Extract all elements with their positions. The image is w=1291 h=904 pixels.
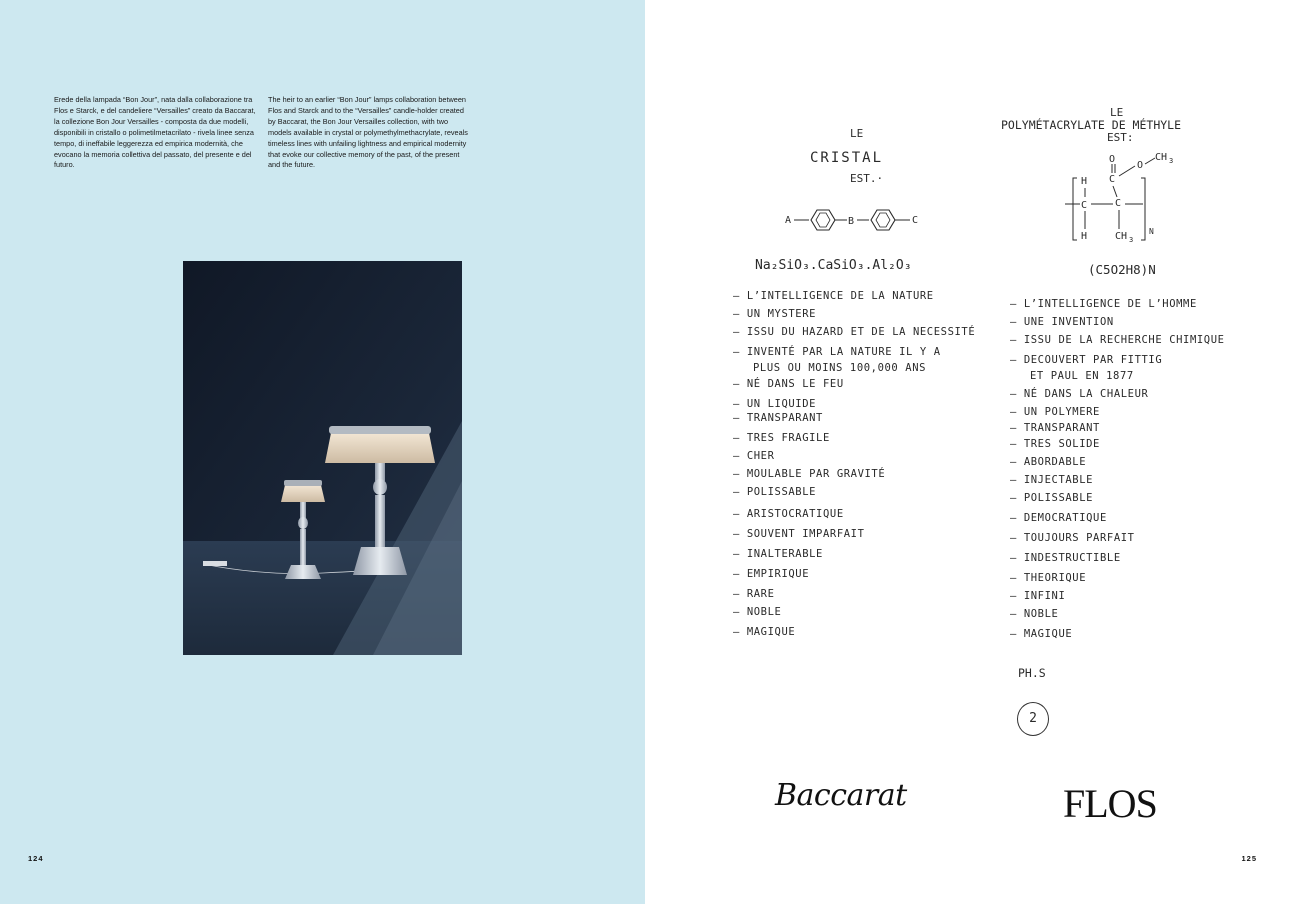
svg-text:C: C: [912, 215, 919, 226]
signature-initials: PH.S: [1018, 666, 1046, 680]
pmma-heading-le: LE: [1110, 106, 1124, 119]
pmma-property-item: — ISSU DE LA RECHERCHE CHIMIQUE: [1010, 334, 1225, 346]
pmma-property-item: — UN POLYMERE: [1010, 406, 1100, 418]
pmma-property-item: — MAGIQUE: [1010, 628, 1073, 640]
svg-text:O: O: [1137, 160, 1144, 171]
svg-text:C: C: [1109, 174, 1116, 185]
crystal-property-item: — L’INTELLIGENCE DE LA NATURE: [733, 290, 934, 302]
pmma-property-item: ET PAUL EN 1877: [1030, 370, 1134, 382]
pmma-property-item: — INJECTABLE: [1010, 474, 1094, 486]
pmma-heading: POLYMÉTACRYLATE DE MÉTHYLE: [1001, 118, 1182, 132]
pmma-property-item: — DECOUVERT PAR FITTIG: [1010, 354, 1163, 366]
english-body-text: The heir to an earlier “Bon Jour” lamps collaboration between Flos and Starck and to the “Versailles” candle-holder created by Baccarat, the Bon Jour Versailles collection, with two models available in crystal or polymethylmethacrylate, reveals timeless lines with unfailing lightness and empirical modernity that evoke our collective memory of the past, of the present and the future.: [268, 95, 468, 170]
svg-text:C: C: [1115, 198, 1122, 209]
left-page: [0, 0, 645, 904]
crystal-heading-est: EST.·: [850, 172, 884, 185]
crystal-property-item: — EMPIRIQUE: [733, 568, 810, 580]
svg-text:3: 3: [1169, 157, 1174, 165]
svg-text:N: N: [1149, 227, 1154, 236]
pmma-property-item: — POLISSABLE: [1010, 492, 1094, 504]
svg-text:H: H: [1081, 231, 1088, 242]
crystal-heading: CRISTAL: [810, 150, 884, 166]
pmma-property-item: — L’INTELLIGENCE DE L’HOMME: [1010, 298, 1197, 310]
pmma-property-item: — INDESTRUCTIBLE: [1010, 552, 1121, 564]
crystal-property-item: — INVENTÉ PAR LA NATURE IL Y A: [733, 346, 941, 358]
page-number-left: 124: [28, 854, 44, 863]
svg-text:CH: CH: [1115, 231, 1128, 242]
crystal-property-item: — UN MYSTERE: [733, 308, 817, 320]
crystal-property-item: — UN LIQUIDE: [733, 398, 817, 410]
lamp-photo: [183, 261, 462, 655]
svg-text:B: B: [848, 216, 855, 227]
right-page: [645, 0, 1291, 904]
pmma-property-item: — NÉ DANS LA CHALEUR: [1010, 388, 1149, 400]
pmma-property-item: — THEORIQUE: [1010, 572, 1087, 584]
svg-text:A: A: [785, 215, 792, 226]
crystal-structure-diagram: [785, 205, 925, 237]
page-number-right: 125: [1241, 854, 1257, 863]
crystal-property-item: — TRANSPARANT: [733, 412, 823, 424]
circled-page-number: 2: [1017, 702, 1049, 736]
crystal-property-item: — NÉ DANS LE FEU: [733, 378, 844, 390]
crystal-property-item: — ISSU DU HAZARD ET DE LA NECESSITÉ: [733, 326, 976, 338]
flos-logo: FLOS: [1063, 781, 1157, 826]
crystal-property-item: — TRES FRAGILE: [733, 432, 830, 444]
pmma-property-item: — UNE INVENTION: [1010, 316, 1114, 328]
pmma-formula: (C5O2H8)N: [1088, 262, 1156, 277]
svg-text:C: C: [1081, 200, 1088, 211]
pmma-structure-diagram: [1057, 146, 1187, 246]
crystal-property-item: — CHER: [733, 450, 775, 462]
crystal-property-item: — MAGIQUE: [733, 626, 796, 638]
crystal-property-item: — ARISTOCRATIQUE: [733, 508, 844, 520]
crystal-property-item: — INALTERABLE: [733, 548, 823, 560]
pmma-property-item: — ABORDABLE: [1010, 456, 1087, 468]
pmma-property-item: — TRANSPARANT: [1010, 422, 1100, 434]
baccarat-logo: Baccarat: [775, 778, 907, 813]
pmma-property-item: — INFINI: [1010, 590, 1066, 602]
pmma-property-item: — NOBLE: [1010, 608, 1059, 620]
crystal-property-item: — RARE: [733, 588, 775, 600]
pmma-heading-est: EST:: [1107, 131, 1134, 144]
italian-body-text: Erede della lampada “Bon Jour”, nata dalla collaborazione tra Flos e Starck, e del candeliere “Versailles” creato da Baccarat, la collezione Bon Jour Versailles - composta da due modelli, disponibili in cristallo o polimetilmetacrilato - rivela linee senza tempo, di ineffabile leggerezza ed empirica modernità, che evocano la memoria collettiva del passato, del presente e del futuro.: [54, 95, 256, 170]
svg-text:O: O: [1109, 154, 1116, 165]
pmma-property-item: — TOUJOURS PARFAIT: [1010, 532, 1135, 544]
pmma-property-item: — DEMOCRATIQUE: [1010, 512, 1107, 524]
crystal-heading-le: LE: [850, 127, 864, 140]
crystal-property-item: PLUS OU MOINS 100,000 ANS: [753, 362, 927, 374]
crystal-property-item: — POLISSABLE: [733, 486, 817, 498]
crystal-property-item: — NOBLE: [733, 606, 782, 618]
pmma-property-item: — TRES SOLIDE: [1010, 438, 1100, 450]
crystal-property-item: — SOUVENT IMPARFAIT: [733, 528, 865, 540]
crystal-property-item: — MOULABLE PAR GRAVITÉ: [733, 468, 886, 480]
svg-text:3: 3: [1129, 236, 1134, 244]
crystal-formula: Na₂SiO₃.CaSiO₃.Al₂O₃: [755, 258, 912, 273]
svg-text:H: H: [1081, 176, 1088, 187]
svg-text:CH: CH: [1155, 152, 1168, 163]
